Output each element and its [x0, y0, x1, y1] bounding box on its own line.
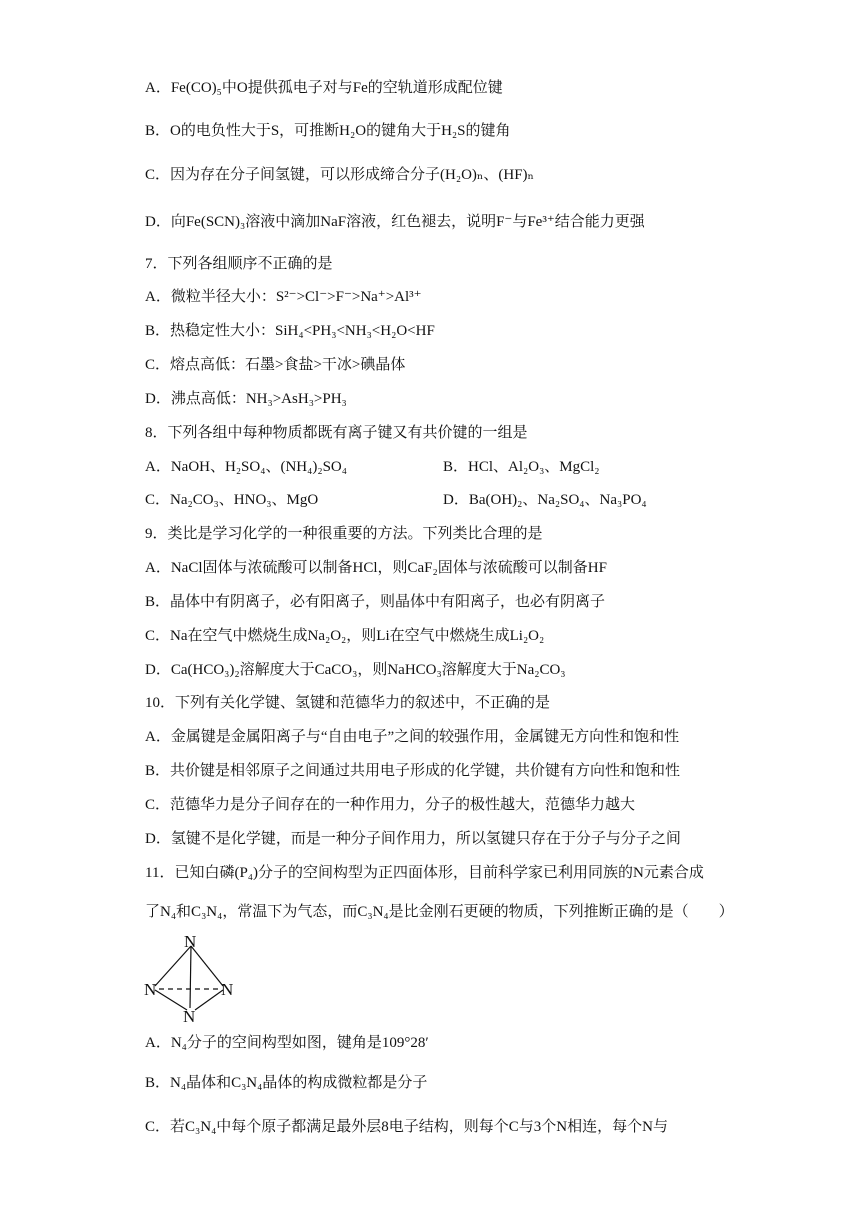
atom-label: N: [221, 980, 234, 999]
option-line: C．若C₃N₄中每个原子都满足最外层8电子结构，则每个C与3个N相连，每个N与: [145, 1119, 668, 1135]
option-line: B．晶体中有阴离子，必有阳离子，则晶体中有阳离子，也必有阴离子: [145, 594, 606, 610]
option-line: B．热稳定性大小：SiH₄<PH₃<NH₃<H₂O<HF: [145, 323, 435, 339]
question-7: 7．下列各组顺序不正确的是: [145, 256, 333, 272]
option-line: A．金属键是金属阳离子与“自由电子”之间的较强作用，金属键无方向性和饱和性: [145, 729, 680, 745]
option-line: A．Fe(CO)₅中O提供孤电子对与Fe的空轨道形成配位键: [145, 80, 503, 96]
option-line: A．微粒半径大小：S²⁻>Cl⁻>F⁻>Na⁺>Al³⁺: [145, 289, 422, 305]
option-line: D．向Fe(SCN)₃溶液中滴加NaF溶液，红色褪去，说明F⁻与Fe³⁺结合能力更强: [145, 214, 645, 230]
option-line: B．共价键是相邻原子之间通过共用电子形成的化学键，共价键有方向性和饱和性: [145, 763, 681, 779]
atom-label: N: [183, 1007, 196, 1026]
option-line: A．NaOH、H₂SO₄、(NH₄)₂SO₄: [145, 459, 347, 475]
option-line: D．Ca(HCO₃)₂溶解度大于CaCO₃，则NaHCO₃溶解度大于Na₂CO₃: [145, 662, 566, 678]
atom-label: N: [184, 932, 197, 951]
option-line: D．氢键不是化学键，而是一种分子间作用力，所以氢键只存在于分子与分子之间: [145, 831, 681, 847]
question-11: 11．已知白磷(P₄)分子的空间构型为正四面体形，目前科学家已利用同族的N元素合成: [145, 865, 704, 881]
question-8: 8．下列各组中每种物质都既有离子键又有共价键的一组是: [145, 425, 528, 441]
option-line: B．N₄晶体和C₃N₄晶体的构成微粒都是分子: [145, 1075, 428, 1091]
question-10: 10．下列有关化学键、氢键和范德华力的叙述中，不正确的是: [145, 695, 551, 711]
option-line: B．HCl、Al₂O₃、MgCl₂: [443, 459, 600, 475]
option-line: B．O的电负性大于S，可推断H₂O的键角大于H₂S的键角: [145, 123, 511, 139]
question-11-cont: 了N₄和C₃N₄，常温下为气态，而C₃N₄是比金刚石更硬的物质，下列推断正确的是（ ）: [145, 904, 734, 920]
option-line: D．沸点高低：NH₃>AsH₃>PH₃: [145, 391, 347, 407]
atom-label: N: [144, 980, 157, 999]
option-line: C．因为存在分子间氢键，可以形成缔合分子(H₂O)ₙ、(HF)ₙ: [145, 167, 535, 183]
option-line: A．N₄分子的空间构型如图，键角是109°28′: [145, 1035, 429, 1051]
option-line: A．NaCl固体与浓硫酸可以制备HCl，则CaF₂固体与浓硫酸可以制备HF: [145, 560, 607, 576]
question-9: 9．类比是学习化学的一种很重要的方法。下列类比合理的是: [145, 526, 543, 542]
option-line: C．Na在空气中燃烧生成Na₂O₂，则Li在空气中燃烧生成Li₂O₂: [145, 628, 545, 644]
option-line: D．Ba(OH)₂、Na₂SO₄、Na₃PO₄: [443, 492, 647, 508]
n4-molecule-diagram: [135, 928, 245, 1028]
option-line: C．Na₂CO₃、HNO₃、MgO: [145, 492, 319, 508]
option-line: C．熔点高低：石墨>食盐>干冰>碘晶体: [145, 357, 406, 373]
option-line: C．范德华力是分子间存在的一种作用力，分子的极性越大，范德华力越大: [145, 797, 636, 813]
